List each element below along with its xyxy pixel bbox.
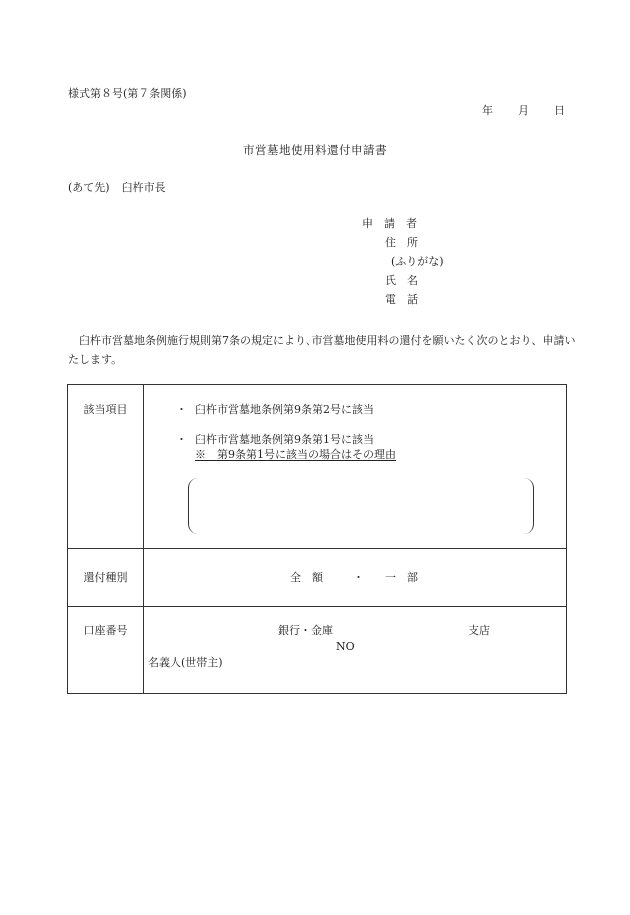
date-month-label: 月 bbox=[518, 104, 529, 117]
account-holder-label: 名義人(世帯主) bbox=[148, 656, 223, 669]
refund-type-label: 還付種別 bbox=[83, 571, 128, 584]
refund-full-option[interactable]: 全 額 bbox=[290, 571, 323, 584]
applicant-heading: 申 請 者 bbox=[362, 217, 417, 230]
reason-note: ※ 第9条第1号に該当の場合はその理由 bbox=[195, 448, 396, 461]
reason-input-area[interactable] bbox=[188, 478, 534, 534]
applicant-furigana-label: (ふりがな) bbox=[391, 255, 444, 268]
refund-separator: ・ bbox=[353, 571, 364, 584]
addressee bbox=[68, 182, 166, 193]
addressee-name: 臼杵市長 bbox=[121, 181, 166, 194]
option2-bullet: ・ bbox=[176, 433, 187, 446]
branch-label: 支店 bbox=[468, 624, 490, 637]
applicant-name-label: 氏 名 bbox=[385, 274, 418, 287]
date-year-label: 年 bbox=[482, 104, 493, 117]
form-number: 様式第８号(第７条関係) bbox=[68, 87, 187, 100]
table-row-divider bbox=[68, 606, 566, 607]
application-table bbox=[67, 384, 567, 694]
applicable-item-label: 該当項目 bbox=[83, 403, 128, 416]
document-title: 市営墓地使用料還付申請書 bbox=[243, 143, 387, 157]
account-number-label: 口座番号 bbox=[83, 624, 128, 637]
table-column-divider bbox=[143, 385, 144, 693]
addressee-prefix: (あて先) bbox=[68, 181, 110, 194]
refund-partial-option[interactable]: 一 部 bbox=[385, 571, 418, 584]
option2-text: 臼杵市営墓地条例第9条第1号に該当 bbox=[195, 433, 374, 446]
applicant-phone-label: 電 話 bbox=[385, 293, 418, 306]
body-text: 臼杵市営墓地条例施行規則第7条の規定により､市営墓地使用料の還付を願いたく次のとおり、申請いたします。 bbox=[68, 334, 576, 366]
date-day-label: 日 bbox=[554, 104, 565, 117]
bank-label: 銀行・金庫 bbox=[278, 624, 333, 637]
account-no-label: NO bbox=[336, 640, 355, 653]
applicant-address-label: 住 所 bbox=[385, 236, 418, 249]
table-row-divider bbox=[68, 548, 566, 549]
option1-bullet: ・ bbox=[176, 403, 187, 416]
option1-text: 臼杵市営墓地条例第9条第2号に該当 bbox=[195, 403, 374, 416]
